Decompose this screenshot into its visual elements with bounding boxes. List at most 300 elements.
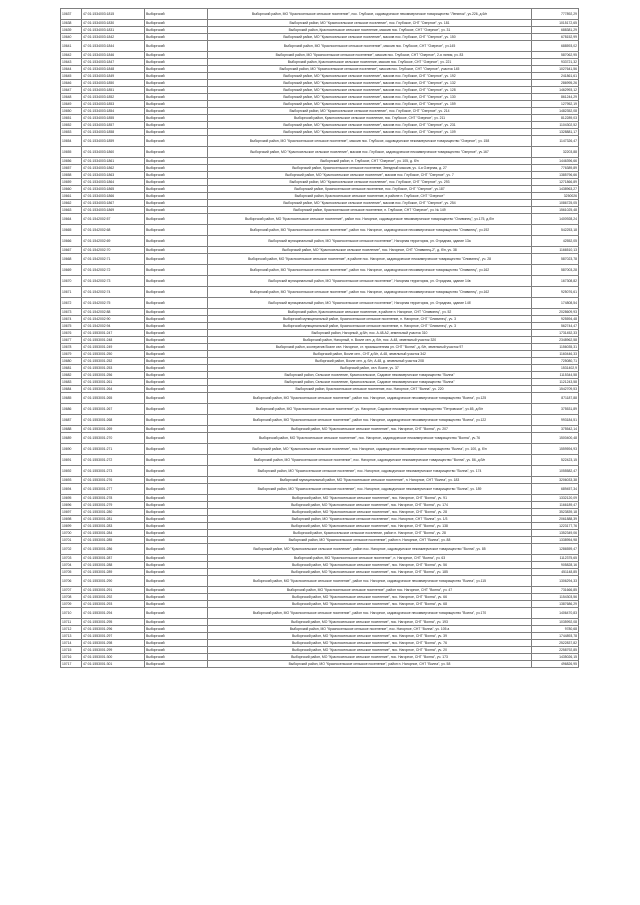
address-cell: Выборгский район, МО "Красносельское сельское поселение", массив пос. Глубокое, СНТ "Озерное", уч. 192: [208, 73, 532, 80]
row-number-cell: 10705: [61, 569, 82, 576]
value-cell: 3206033,38: [532, 477, 579, 484]
address-cell: Выборгский район, МО "Красносельское сельское поселение", массив пос. Глубокое, садоводческое некоммерческое товарищество "Озерное", уч. 158: [208, 136, 532, 147]
cadastral-number-cell: 47:01:1534003:1849: [82, 73, 145, 80]
cadastral-number-cell: 47:01:1553001:272: [82, 455, 145, 466]
value-cell: 689457,34: [532, 484, 579, 495]
address-cell: Выборгский район, Нагорный, п. Возле сел. д. б/н, пос. А.48, земельный участок 320: [208, 337, 532, 344]
row-number-cell: 10656: [61, 158, 82, 165]
address-cell: Выборгский район, МО "Красносельское сельское поселение", массив пос. Глубокое, СНТ "Озерное", участок 145: [208, 66, 532, 73]
table-row: [61, 165, 579, 172]
value-cell: 1015172,65: [532, 20, 579, 27]
address-cell: Выборгский район, МО "Красносельское сельское поселение", район пос. Нагорное, садоводческое некоммерческое товарищество "Волна", уч. 85: [208, 544, 532, 555]
value-cell: 1112375,65: [532, 555, 579, 562]
value-cell: 174808,54: [532, 298, 579, 309]
value-cell: 587062,95: [532, 52, 579, 59]
row-number-cell: 10689: [61, 433, 82, 444]
district-cell: Выборгский: [145, 129, 208, 136]
district-cell: Выборгский: [145, 73, 208, 80]
cadastral-number-cell: 47:01:1534003:1855: [82, 115, 145, 122]
address-cell: Выборгский район, МО "Красносельское сельское поселение", массив пос. Глубокое, СНТ "Озерное", 2-я линия, уч. 83: [208, 52, 532, 59]
value-cell: 871187,88: [532, 393, 579, 404]
address-cell: Выборгский район, МО "Красносельское сельское поселение", пос. Нагорное, СНТ "Волна", уч. 174: [208, 502, 532, 509]
district-cell: Выборгский: [145, 654, 208, 661]
value-cell: 1271866,89: [532, 179, 579, 186]
table-row: [61, 186, 579, 193]
district-cell: Выборгский: [145, 80, 208, 87]
cadastral-number-cell: 47:01:1542002:74: [82, 287, 145, 298]
address-cell: Выборгский район, кооператив Возле сел. Нагорное, ст. промышленная ул. СНТ "Волна", д. б/н, земельный участок 97: [208, 344, 532, 351]
cadastral-number-cell: 47:01:1553001:283: [82, 523, 145, 530]
district-cell: Выборгский: [145, 661, 208, 668]
row-number-cell: 10698: [61, 516, 82, 523]
table-row: [61, 20, 579, 27]
cadastral-number-cell: 47:01:1534003:1860: [82, 147, 145, 158]
address-cell: Выборгский район, МО "Красносельское сельское поселение", уч. Нагорное, Садовое некоммерческое товарищество "Петровское", уч.65, д.б/н: [208, 404, 532, 415]
value-cell: 2522837,82: [532, 640, 579, 647]
table-row: [61, 386, 579, 393]
cadastral-number-cell: 47:01:1553001:250: [82, 351, 145, 358]
row-number-cell: 10692: [61, 466, 82, 477]
row-number-cell: 10684: [61, 386, 82, 393]
table-row: [61, 344, 579, 351]
address-cell: Выборгский район, МО "Красносельское сельское поселение", пос. Нагорное, СНТ "Волна", уч. 76: [208, 640, 532, 647]
address-cell: Выборгский муниципальный район, МО "Красносельское сельское поселение", Нагорная территория, ул. Отрадная, здание 14в: [208, 276, 532, 287]
district-cell: Выборгский: [145, 555, 208, 562]
row-number-cell: 10708: [61, 594, 82, 601]
value-cell: 562744,47: [532, 323, 579, 330]
address-cell: Выборгский район, МО "Красносельское сельское поселение", район пос. Нагорное, садоводческое некоммерческое товарищество "Оливинец", уч.175, д.б/н: [208, 214, 532, 225]
table-row: [61, 351, 579, 358]
row-number-cell: 10693: [61, 477, 82, 484]
cadastral-number-cell: 47:01:1542002:71: [82, 254, 145, 265]
row-number-cell: 10712: [61, 626, 82, 633]
district-cell: Выборгский: [145, 158, 208, 165]
address-cell: Выборгский район, Красносельское сельское поселение, пос. Нагорное, СНТ "Волна", уч. 220: [208, 386, 532, 393]
value-cell: 731666,85: [532, 587, 579, 594]
district-cell: Выборгский: [145, 601, 208, 608]
address-cell: Выборгский район, МО "Красносельское сельское поселение", район пос. Нагорное, садоводческое некоммерческое товарищество "Оливинец", уч.192: [208, 225, 532, 236]
value-cell: 3523839,18: [532, 509, 579, 516]
address-cell: Выборгский район, МО "Красносельское сельское поселение", массив пос. Глубокое, СНТ "Озерное", уч. 130: [208, 94, 532, 101]
table-body: [61, 9, 579, 668]
address-cell: Выборгский район, МО "Красносельское сельское поселение", район пос. Нагорное, садоводческое некоммерческое товарищество "Волна", уч.170: [208, 608, 532, 619]
cadastral-number-cell: 47:01:1534003:1850: [82, 80, 145, 87]
value-cell: 1121243,58: [532, 379, 579, 386]
address-cell: Выборгский район, Нагорный, д.б/н, пос. А.48.А2, земельный участок 310: [208, 330, 532, 337]
cadastral-number-cell: 47:01:1534003:1859: [82, 136, 145, 147]
row-number-cell: 10658: [61, 172, 82, 179]
row-number-cell: 10714: [61, 640, 82, 647]
table-row: [61, 265, 579, 276]
value-cell: 861244,29: [532, 94, 579, 101]
row-number-cell: 10713: [61, 633, 82, 640]
row-number-cell: 10699: [61, 523, 82, 530]
address-cell: Выборгский район, Красносельское сельское поселение, пос. Глубокое, СНТ "Озерное", уч. 211: [208, 115, 532, 122]
cadastral-number-cell: 47:01:1553001:284: [82, 530, 145, 537]
row-number-cell: 10676: [61, 330, 82, 337]
cadastral-number-cell: 47:01:1553001:280: [82, 509, 145, 516]
address-cell: Выборгский район, МО "Красносельское сельское поселение", массив пос. Глубокое, СНТ "Озерное", уч. 159: [208, 101, 532, 108]
value-cell: 688593,02: [532, 41, 579, 52]
cadastral-number-cell: 47:01:1534003:1866: [82, 193, 145, 200]
row-number-cell: 10686: [61, 404, 82, 415]
value-cell: 933721,32: [532, 59, 579, 66]
address-cell: Выборгский район, МО "Красносельское сельское поселение", пос. Глубокое, СНТ "Озерное", уч. 293: [208, 179, 532, 186]
district-cell: Выборгский: [145, 59, 208, 66]
table-row: [61, 455, 579, 466]
value-cell: 1035992,08: [532, 619, 579, 626]
row-number-cell: 10697: [61, 509, 82, 516]
value-cell: 2061888,39: [532, 516, 579, 523]
cadastral-number-cell: 47:01:1553001:261: [82, 379, 145, 386]
district-cell: Выборгский: [145, 115, 208, 122]
address-cell: Выборгский район, МО "Красносельское сельское поселение", п. Нагорное, СНТ "Волна", уч. 63: [208, 555, 532, 562]
row-number-cell: 10645: [61, 73, 82, 80]
table-row: [61, 477, 579, 484]
cadastral-number-cell: 47:01:1553001:297: [82, 633, 145, 640]
district-cell: Выборгский: [145, 179, 208, 186]
cadastral-number-cell: 47:01:1534003:1857: [82, 122, 145, 129]
value-cell: 777892,29: [532, 9, 579, 20]
address-cell: Выборгский район, МО "Красносельское сельское поселение", район п. Нагорное, СНТ "Волна", уч. 88: [208, 537, 532, 544]
cadastral-number-cell: 47:01:1553001:298: [82, 640, 145, 647]
value-cell: 1166510,13: [532, 247, 579, 254]
cadastral-number-cell: 47:01:1553001:247: [82, 330, 145, 337]
row-number-cell: 10683: [61, 379, 82, 386]
row-number-cell: 10711: [61, 619, 82, 626]
district-cell: Выборгский: [145, 426, 208, 433]
row-number-cell: 10657: [61, 165, 82, 172]
value-cell: 1306294,33: [532, 576, 579, 587]
address-cell: Выборгский муниципальный район, МО "Красносельское сельское поселение", Нагорная территория, ул. Отрадная, здание 13а: [208, 236, 532, 247]
value-cell: 1115344,58: [532, 372, 579, 379]
address-cell: Выборгский район, МО "Красносельское сельское поселение", в районе пос. Нагорное, садоводческое некоммерческое товарищество "Оливинец", уч. 28: [208, 254, 532, 265]
cadastral-number-cell: 47:01:1534003:1863: [82, 172, 145, 179]
table-row: [61, 309, 579, 316]
address-cell: Выборгский район, МО "Красносельское сельское поселение", район пос. Нагорное, садоводческое некоммерческое товарищество "Оливинец", уч.162: [208, 265, 532, 276]
district-cell: Выборгский: [145, 108, 208, 115]
row-number-cell: 10650: [61, 108, 82, 115]
table-row: [61, 41, 579, 52]
address-cell: Выборгский район, МО "Красносельское сельское поселение", пос. Нагорное, СНТ "Волна", уч. 20: [208, 647, 532, 654]
row-number-cell: 10666: [61, 236, 82, 247]
row-number-cell: 10680: [61, 358, 82, 365]
cadastral-number-cell: 47:01:1534003:1854: [82, 108, 145, 115]
address-cell: Выборгский район, МО "Красносельское сельское поселение", пос. Нагорное, СНТ "Волна", уч. 173: [208, 654, 532, 661]
table-row: [61, 530, 579, 537]
cadastral-number-cell: 47:01:1553001:291: [82, 587, 145, 594]
value-cell: 1086725,05: [532, 200, 579, 207]
district-cell: Выборгский: [145, 34, 208, 41]
row-number-cell: 10695: [61, 495, 82, 502]
cadastral-number-cell: 47:01:1553001:279: [82, 502, 145, 509]
address-cell: Выборгский район, МО "Красносельское сельское поселение", пос. Нагорное, СНТ "Волна", уч. 105 а: [208, 626, 532, 633]
district-cell: Выборгский: [145, 619, 208, 626]
value-cell: 42552,05: [532, 236, 579, 247]
table-row: [61, 426, 579, 433]
district-cell: Выборгский: [145, 587, 208, 594]
value-cell: 241861,61: [532, 73, 579, 80]
table-row: [61, 495, 579, 502]
table-row: [61, 298, 579, 309]
cadastral-number-cell: 47:01:1553001:273: [82, 466, 145, 477]
district-cell: Выборгский: [145, 165, 208, 172]
value-cell: 1462993,12: [532, 87, 579, 94]
value-cell: 542253,18: [532, 225, 579, 236]
table-row: [61, 444, 579, 455]
table-row: [61, 415, 579, 426]
table-row: [61, 608, 579, 619]
district-cell: Выборгский: [145, 236, 208, 247]
district-cell: Выборгский: [145, 186, 208, 193]
row-number-cell: 10653: [61, 129, 82, 136]
cadastral-number-cell: 47:01:1553001:300: [82, 654, 145, 661]
district-cell: Выборгский: [145, 101, 208, 108]
district-cell: Выборгский: [145, 136, 208, 147]
district-cell: Выборгский: [145, 477, 208, 484]
table-row: [61, 276, 579, 287]
address-cell: Выборгский муниципальный район, Красносельское сельское поселение, п. Нагорное, СНТ "Оливинец", уч. 3: [208, 323, 532, 330]
value-cell: 1446396,66: [532, 158, 579, 165]
table-row: [61, 516, 579, 523]
row-number-cell: 10647: [61, 87, 82, 94]
district-cell: Выборгский: [145, 337, 208, 344]
table-row: [61, 236, 579, 247]
value-cell: 451148,85: [532, 569, 579, 576]
address-cell: Выборгский район, МО "Красносельское сельское поселение", пос. Нагорное, СНТ "Волна", уч. 91: [208, 495, 532, 502]
value-cell: 1387686,29: [532, 601, 579, 608]
row-number-cell: 10664: [61, 214, 82, 225]
value-cell: 812289,03: [532, 115, 579, 122]
row-number-cell: 10701: [61, 537, 82, 544]
table-row: [61, 158, 579, 165]
value-cell: 1223177,76: [532, 523, 579, 530]
district-cell: Выборгский: [145, 330, 208, 337]
row-number-cell: 10671: [61, 287, 82, 298]
district-cell: Выборгский: [145, 455, 208, 466]
table-row: [61, 247, 579, 254]
cadastral-number-cell: 47:01:1553001:293: [82, 601, 145, 608]
table-row: [61, 59, 579, 66]
value-cell: 1406470,83: [532, 608, 579, 619]
table-row: [61, 254, 579, 265]
row-number-cell: 10715: [61, 647, 82, 654]
cadastral-number-cell: 47:01:1553001:248: [82, 337, 145, 344]
table-row: [61, 647, 579, 654]
cadastral-number-cell: 47:01:1534003:1864: [82, 179, 145, 186]
address-cell: Выборгский район, Красносельское сельское поселение, пос. Глубокое, СНТ "Озерное", уч.187: [208, 186, 532, 193]
table-row: [61, 9, 579, 20]
district-cell: Выборгский: [145, 530, 208, 537]
address-cell: Выборгский район, МО "Красносельское сельское поселение", пос. Нагорное, СНТ "Оливинец-2", д. б/н, уч. 38: [208, 247, 532, 254]
row-number-cell: 10716: [61, 654, 82, 661]
district-cell: Выборгский: [145, 316, 208, 323]
row-number-cell: 10690: [61, 444, 82, 455]
district-cell: Выборгский: [145, 647, 208, 654]
value-cell: 1166189,47: [532, 502, 579, 509]
table-row: [61, 225, 579, 236]
district-cell: Выборгский: [145, 87, 208, 94]
table-row: [61, 576, 579, 587]
table-row: [61, 633, 579, 640]
table-row: [61, 122, 579, 129]
cadastral-number-cell: 47:01:1553001:264: [82, 386, 145, 393]
address-cell: Выборгский район, Сельское поселение, Красносельское, Садовое некоммерческое товарищество "Волна": [208, 379, 532, 386]
cadastral-number-cell: 47:01:1553001:286: [82, 544, 145, 555]
row-number-cell: 10639: [61, 27, 82, 34]
district-cell: Выборгский: [145, 254, 208, 265]
district-cell: Выборгский: [145, 265, 208, 276]
value-cell: 2028609,93: [532, 309, 579, 316]
value-cell: 1156035,31: [532, 344, 579, 351]
table-row: [61, 433, 579, 444]
district-cell: Выборгский: [145, 386, 208, 393]
table-row: [61, 562, 579, 569]
row-number-cell: 10659: [61, 179, 82, 186]
value-cell: 9780,68: [532, 626, 579, 633]
district-cell: Выборгский: [145, 544, 208, 555]
row-number-cell: 10644: [61, 66, 82, 73]
district-cell: Выборгский: [145, 200, 208, 207]
cadastral-number-cell: 47:01:1534003:1852: [82, 94, 145, 101]
cadastral-number-cell: 47:01:1553001:277: [82, 484, 145, 495]
row-number-cell: 10640: [61, 34, 82, 41]
address-cell: Выборгский район, МО "Красносельское сельское поселение", пос. Нагорное, СНТ "Волна", уч. 193: [208, 619, 532, 626]
row-number-cell: 10691: [61, 455, 82, 466]
value-cell: 905828,16: [532, 562, 579, 569]
row-number-cell: 10662: [61, 200, 82, 207]
row-number-cell: 10646: [61, 80, 82, 87]
value-cell: 678152,99: [532, 34, 579, 41]
table-row: [61, 200, 579, 207]
row-number-cell: 10685: [61, 393, 82, 404]
row-number-cell: 10649: [61, 101, 82, 108]
value-cell: 127952,19: [532, 101, 579, 108]
cadastral-number-cell: 47:01:1553001:288: [82, 562, 145, 569]
data-sheet: [60, 8, 579, 668]
row-number-cell: 10682: [61, 372, 82, 379]
value-cell: 496826,95: [532, 661, 579, 668]
row-number-cell: 10681: [61, 365, 82, 372]
value-cell: 1542709,53: [532, 386, 579, 393]
address-cell: Выборгский район, МО "Красносельское сельское поселение", район п. Нагорное, СНТ "Волна", уч. 58: [208, 661, 532, 668]
row-number-cell: 10641: [61, 41, 82, 52]
row-number-cell: 10694: [61, 484, 82, 495]
table-row: [61, 379, 579, 386]
table-row: [61, 73, 579, 80]
cadastral-number-cell: 47:01:1553001:271: [82, 444, 145, 455]
cadastral-number-cell: 47:01:1534003:1831: [82, 27, 145, 34]
district-cell: Выборгский: [145, 626, 208, 633]
district-cell: Выборгский: [145, 147, 208, 158]
cadastral-number-cell: 47:01:1534003:1861: [82, 158, 145, 165]
cadastral-number-cell: 47:01:1542002:70: [82, 247, 145, 254]
cadastral-number-cell: 47:01:1553001:299: [82, 647, 145, 654]
cadastral-number-cell: 47:01:1553001:295: [82, 619, 145, 626]
value-cell: 1154303,56: [532, 594, 579, 601]
value-cell: 1482352,08: [532, 108, 579, 115]
table-row: [61, 555, 579, 562]
row-number-cell: 10669: [61, 265, 82, 276]
value-cell: 2348962,58: [532, 337, 579, 344]
value-cell: 1055582,47: [532, 466, 579, 477]
table-row: [61, 129, 579, 136]
district-cell: Выборгский: [145, 41, 208, 52]
cadastral-number-cell: 47:01:1542002:88: [82, 309, 145, 316]
address-cell: Выборгский район, МО "Красносельское сельское поселение", район пос. Нагорное, садоводческое некоммерческое товарищество "Оливинец", уч.162: [208, 287, 532, 298]
district-cell: Выборгский: [145, 214, 208, 225]
table-row: [61, 330, 579, 337]
cadastral-number-cell: 47:01:1553001:267: [82, 404, 145, 415]
row-number-cell: 10679: [61, 351, 82, 358]
district-cell: Выборгский: [145, 569, 208, 576]
value-cell: 925594,48: [532, 316, 579, 323]
table-row: [61, 337, 579, 344]
table-row: [61, 523, 579, 530]
cadastral-number-cell: 47:01:1553001:285: [82, 537, 145, 544]
cadastral-number-cell: 47:01:1542002:94: [82, 323, 145, 330]
row-number-cell: 10673: [61, 309, 82, 316]
district-cell: Выборгский: [145, 608, 208, 619]
value-cell: 286995,26: [532, 80, 579, 87]
address-cell: Выборгский район, МО "Красносельское сельское поселение", пос. Нагорное, СНТ "Волна", уч. 56: [208, 562, 532, 569]
cadastral-number-cell: 47:01:1553001:268: [82, 415, 145, 426]
cadastral-number-cell: 47:01:1542002:90: [82, 316, 145, 323]
district-cell: Выборгский: [145, 433, 208, 444]
district-cell: Выборгский: [145, 276, 208, 287]
address-cell: Выборгский район, МО "Красносельское сельское поселение", пос. Нагорное, СНТ "Волна", уч. 66: [208, 594, 532, 601]
address-cell: Выборгский район, МО "Красносельское сельское поселение", пос. Нагорное, садоводческое некоммерческое товарищество "Волна", уч.76: [208, 433, 532, 444]
cadastral-number-cell: 47:01:1553001:256: [82, 372, 145, 379]
value-cell: 1328881,17: [532, 129, 579, 136]
cadastral-number-cell: 47:01:1553001:276: [82, 477, 145, 484]
value-cell: 1559594,93: [532, 444, 579, 455]
district-cell: Выборгский: [145, 502, 208, 509]
district-cell: Выборгский: [145, 309, 208, 316]
value-cell: 375531,89: [532, 404, 579, 415]
cadastral-number-cell: 47:01:1542002:69: [82, 236, 145, 247]
cadastral-number-cell: 47:01:1542002:72: [82, 265, 145, 276]
cadastral-number-cell: 47:01:1553001:265: [82, 393, 145, 404]
row-number-cell: 10675: [61, 323, 82, 330]
address-cell: Выборгский район, МО "Красносельское сельское поселение", пос. Нагорное, садоводческое некоммерческое товарищество "Волна", уч. 86, д.б/н: [208, 455, 532, 466]
row-number-cell: 10642: [61, 52, 82, 59]
row-number-cell: 10700: [61, 530, 82, 537]
district-cell: Выборгский: [145, 172, 208, 179]
cadastral-number-cell: 47:01:1534003:1830: [82, 20, 145, 27]
district-cell: Выборгский: [145, 576, 208, 587]
value-cell: 993184,51: [532, 415, 579, 426]
district-cell: Выборгский: [145, 537, 208, 544]
table-row: [61, 594, 579, 601]
table-row: [61, 502, 579, 509]
row-number-cell: 10654: [61, 136, 82, 147]
address-cell: Выборгский район, МО "Красносельское сельское поселение", массив пос. Глубокое, СНТ "Озерное", уч. 132: [208, 80, 532, 87]
cadastral-number-cell: 47:01:1534003:1869: [82, 207, 145, 214]
district-cell: Выборгский: [145, 372, 208, 379]
row-number-cell: 10704: [61, 562, 82, 569]
table-row: [61, 365, 579, 372]
row-number-cell: 10703: [61, 555, 82, 562]
row-number-cell: 10655: [61, 147, 82, 158]
table-row: [61, 66, 579, 73]
address-cell: Выборгский район, МО "Красносельское сельское поселение", массив пос. Глубокое, садоводческое некоммерческое товарищество "Озерное", уч.167: [208, 147, 532, 158]
district-cell: Выборгский: [145, 351, 208, 358]
table-row: [61, 661, 579, 668]
address-cell: Выборгский район, МО "Красносельское сельское поселение", массив пос. Глубокое, СНТ "Озерное", уч. 231: [208, 122, 532, 129]
district-cell: Выборгский: [145, 20, 208, 27]
cadastral-number-cell: 47:01:1553001:252: [82, 358, 145, 365]
